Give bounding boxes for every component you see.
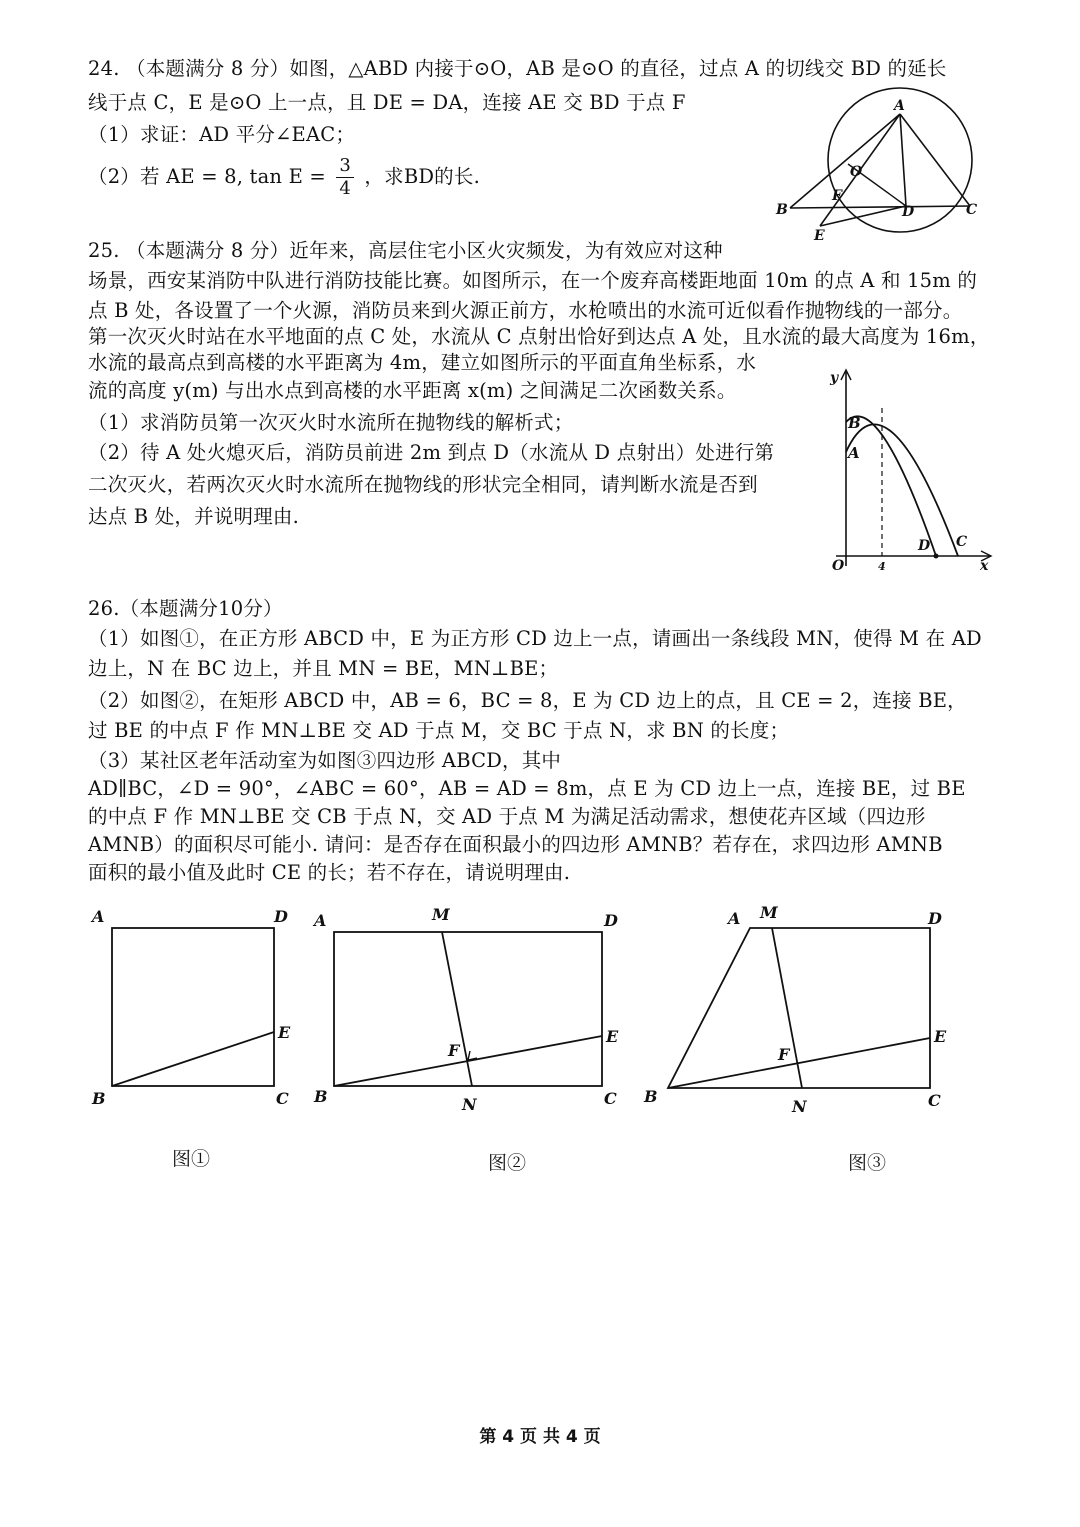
segment-be <box>668 1038 930 1088</box>
q25-line-7: （1）求消防员第一次灭火时水流所在抛物线的解析式； <box>88 411 574 434</box>
q26-line-3: 边上，N 在 BC 边上，并且 MN = BE，MN⊥BE； <box>88 657 559 680</box>
label-b: B <box>776 202 788 218</box>
parabola-first <box>846 424 958 556</box>
label-c: C <box>956 534 968 550</box>
q25-line-2: 场景，西安某消防中队进行消防技能比赛。如图所示，在一个废弃高楼距地面 10m 的点 A 和 15m 的 <box>88 269 978 292</box>
quadrilateral-abcd <box>668 928 930 1088</box>
square-abcd <box>112 928 274 1086</box>
label-y: y <box>830 370 839 386</box>
label-c: C <box>604 1089 617 1108</box>
q25-line-1: 25. （本题满分 8 分）近年来，高层住宅小区火灾频发，为有效应对这种 <box>88 239 723 262</box>
q26-line-10: 面积的最小值及此时 CE 的长；若不存在，请说明理由. <box>88 861 571 884</box>
q25-line-4: 第一次灭火时站在水平地面的点 C 处，水流从 C 点射出恰好到达点 A 处，且水流的最大高度为 16m， <box>88 325 990 348</box>
q26-figure-3 <box>640 900 970 1120</box>
q25-line-9: 二次灭火，若两次灭火时水流所在抛物线的形状完全相同，请判断水流是否到 <box>88 473 758 496</box>
label-f: F <box>832 188 842 204</box>
label-x: x <box>980 558 989 574</box>
q26-line-1: 26.（本题满分10分） <box>88 597 283 620</box>
q25-line-10: 达点 B 处，并说明理由. <box>88 505 300 528</box>
q26-line-2: （1）如图①，在正方形 ABCD 中，E 为正方形 CD 边上一点，请画出一条线段 MN，使得 M 在 AD <box>88 627 982 650</box>
label-c: C <box>928 1091 941 1110</box>
segment-bc <box>790 206 970 208</box>
tick-4: 4 <box>878 560 886 573</box>
q24-part2-prefix: （2）若 AE = 8, tan E = <box>88 165 326 188</box>
label-a: A <box>894 98 905 114</box>
label-e: E <box>934 1027 947 1046</box>
fraction-numerator: 3 <box>336 155 354 178</box>
label-b: B <box>314 1087 328 1106</box>
label-d: D <box>928 909 942 928</box>
q26-figure-1 <box>88 900 308 1120</box>
q25-line-6: 流的高度 y(m) 与出水点到高楼的水平距离 x(m) 之间满足二次函数关系。 <box>88 379 737 402</box>
point-d-dot <box>934 554 939 559</box>
segment-mn <box>772 928 802 1088</box>
label-o: O <box>832 558 845 574</box>
label-d: D <box>274 907 288 926</box>
label-e: E <box>278 1023 291 1042</box>
fraction-denominator: 4 <box>339 178 352 199</box>
figure-3-caption: 图③ <box>848 1152 887 1174</box>
label-o: O <box>850 164 863 180</box>
label-d: D <box>918 538 931 554</box>
q24-line-1: 24. （本题满分 8 分）如图，△ABD 内接于⊙O，AB 是⊙O 的直径，过点 A 的切线交 BD 的延长 <box>88 57 947 80</box>
label-a: A <box>728 909 741 928</box>
q25-parabola-figure <box>826 364 996 579</box>
q26-line-8: 的中点 F 作 MN⊥BE 交 CB 于点 N，交 AD 于点 M 为满足活动需求，想使花卉区域（四边形 <box>88 805 926 828</box>
tan-fraction <box>336 155 354 200</box>
segment-ac <box>900 114 970 206</box>
label-a: A <box>314 911 327 930</box>
page-footer: 第 4 页 共 4 页 <box>479 1427 601 1447</box>
q25-line-5: 水流的最高点到高楼的水平距离为 4m，建立如图所示的平面直角坐标系，水 <box>88 351 757 374</box>
label-c: C <box>966 202 978 218</box>
label-c: C <box>276 1089 289 1108</box>
segment-ab <box>790 114 900 208</box>
q24-line-4 <box>88 152 480 202</box>
q25-line-3: 点 B 处，各设置了一个火源，消防员来到火源正前方，水枪喷出的水流可近似看作抛物线的一部分。 <box>88 299 963 322</box>
label-b: B <box>92 1089 106 1108</box>
label-m: M <box>432 905 450 924</box>
segment-ad <box>900 114 906 206</box>
figure-1-caption: 图① <box>172 1148 211 1170</box>
right-angle-mark <box>468 1051 477 1060</box>
segment-be <box>112 1032 274 1086</box>
q24-part2-suffix: ，求BD的长. <box>364 165 480 188</box>
figure-2-caption: 图② <box>488 1152 527 1174</box>
label-d: D <box>604 911 618 930</box>
label-n: N <box>792 1097 807 1116</box>
q26-figure-2 <box>310 900 630 1120</box>
label-b: B <box>848 414 861 432</box>
q26-line-5: 过 BE 的中点 F 作 MN⊥BE 交 AD 于点 M，交 BC 于点 N，求 BN 的长度； <box>88 719 790 742</box>
q25-line-8: （2）待 A 处火熄灭后，消防员前进 2m 到点 D（水流从 D 点射出）处进行第 <box>88 441 775 464</box>
label-m: M <box>760 903 778 922</box>
q24-line-3: （1）求证：AD 平分∠EAC； <box>88 123 356 146</box>
label-f: F <box>448 1041 460 1060</box>
label-b: B <box>644 1087 658 1106</box>
label-a: A <box>92 907 105 926</box>
q26-line-4: （2）如图②，在矩形 ABCD 中，AB = 6，BC = 8，E 为 CD 边上的点，且 CE = 2，连接 BE， <box>88 689 967 712</box>
parabola-second <box>846 416 936 556</box>
label-e: E <box>606 1027 619 1046</box>
q24-circle-figure <box>770 100 1000 245</box>
label-a: A <box>848 444 860 462</box>
label-d: D <box>902 204 915 220</box>
q26-line-6: （3）某社区老年活动室为如图③四边形 ABCD，其中 <box>88 749 562 772</box>
label-e: E <box>814 228 825 244</box>
q26-line-9: AMNB）的面积尽可能小. 请问：是否存在面积最小的四边形 AMNB？若存在，求四边形 AMNB <box>88 833 943 856</box>
q26-line-7: AD∥BC，∠D = 90°，∠ABC = 60°，AB = AD = 8m，点 E 为 CD 边上一点，连接 BE，过 BE <box>88 777 966 800</box>
q24-line-2: 线于点 C，E 是⊙O 上一点，且 DE = DA，连接 AE 交 BD 于点 F <box>88 91 686 114</box>
label-n: N <box>462 1095 477 1114</box>
label-f: F <box>778 1045 790 1064</box>
